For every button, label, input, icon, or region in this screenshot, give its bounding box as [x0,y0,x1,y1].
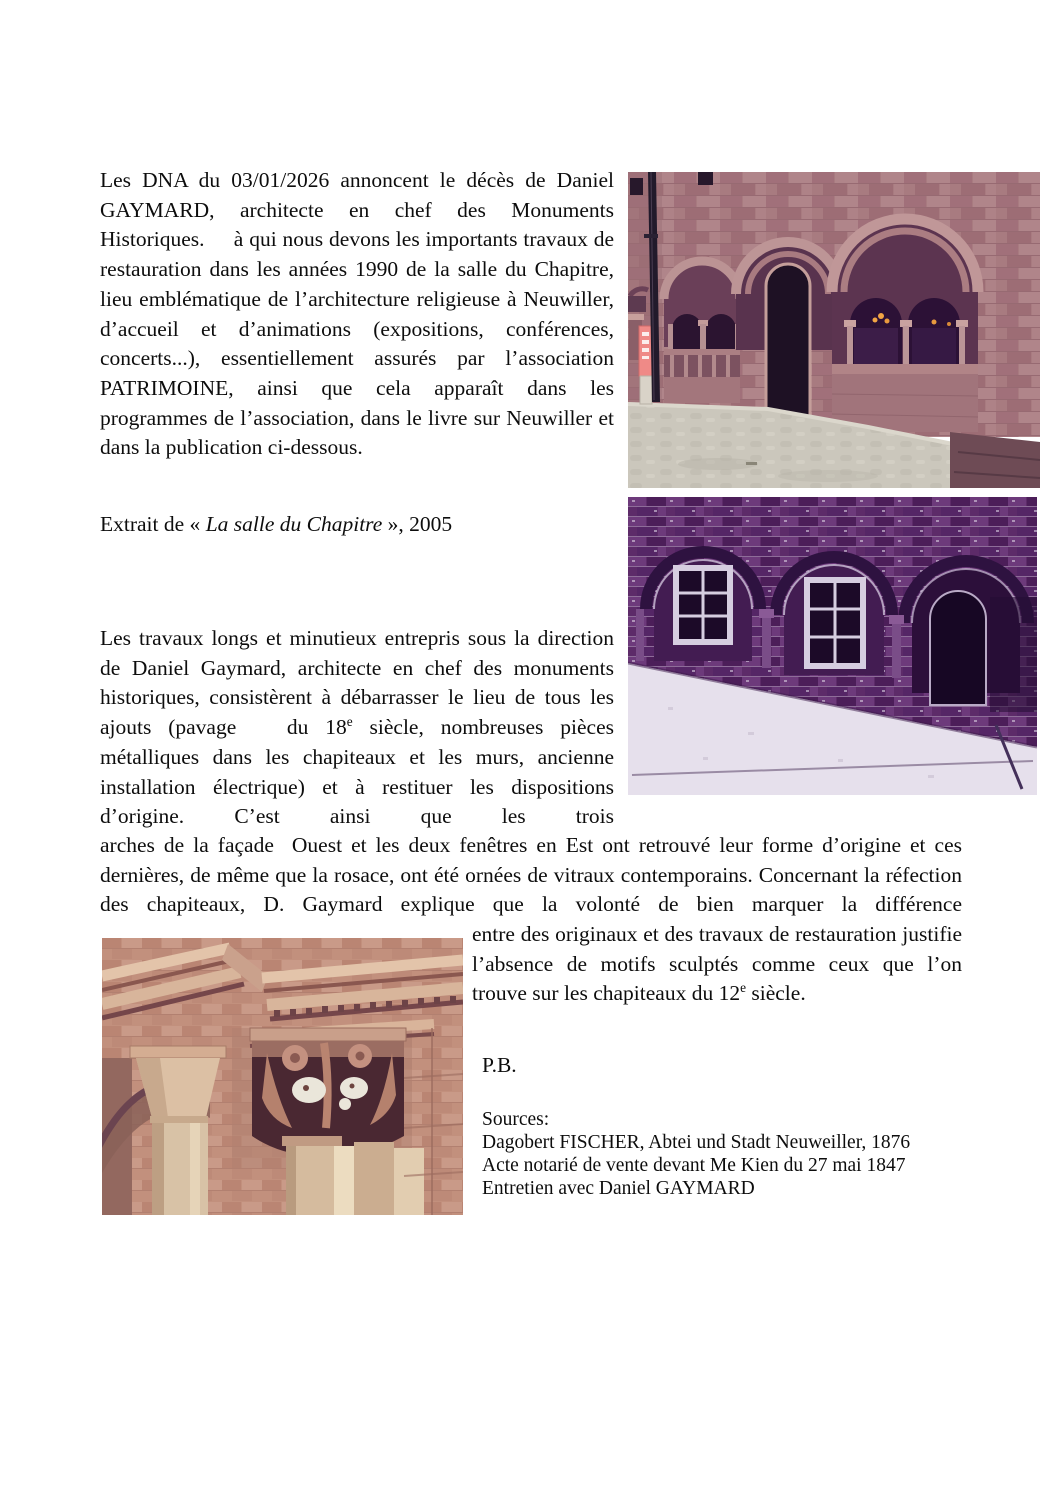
sources-block [482,1108,910,1200]
extract-caption [100,510,452,540]
extract-caption-post: », 2005 [382,512,453,536]
paragraph-obituary-text: Les DNA du 03/01/2026 annoncent le décès de Daniel GAYMARD, architecte en chef des Monuments Historiques. à qui nous devons les importants travaux de restauration dans les années 1990 de la salle du Chapitre, lieu emblématique de l’architecture religieuse à Neuwiller, d’accueil et d’animations (expositions, conférences, concerts...), essentiellement assurés par l’association PATRIMOINE, ainsi que cela apparaît dans les programmes de l’association, dans le livre sur Neuwiller et dans la publication ci-dessous. [100,168,614,460]
source-item: Dagobert FISCHER, Abtei und Stadt Neuweiller, 1876 [482,1132,911,1153]
paragraph-works-column [100,624,614,832]
paragraph-works-wrap [472,920,962,1009]
source-item: Acte notarié de vente devant Me Kien du 27 mai 1847 [482,1155,906,1176]
photo-chapiteaux [102,938,463,1215]
photo-facade-ancienne [628,497,1037,795]
paragraph-works-wide [100,831,962,920]
paragraph-obituary [100,166,614,463]
superscript-18e: e [346,713,353,729]
author-initials: P.B. [482,1053,517,1077]
photo-facade-restauree [628,172,1040,488]
paragraph-works-wide-text: arches de la façade Ouest et les deux fenêtres en Est ont retrouvé leur forme d’origine et ces dernières, de même que la rosace, ont été ornées de vitraux contemporains. Concernant la réfection des chapiteaux, D. Gaymard explique que la volonté de bien marquer la différence [100,833,962,917]
extract-caption-pre: Extrait de « [100,512,206,536]
superscript-12e: e [740,980,746,996]
source-item: Entretien avec Daniel GAYMARD [482,1178,755,1199]
sources-heading: Sources: [482,1109,550,1130]
paragraph-works-post: siècle, nombreuses pièces métalliques dans les chapiteaux et les murs, ancienne installation électrique) et à restituer les dispositions d’origine. C’est ainsi que les trois [100,715,614,829]
extract-caption-title: La salle du Chapitre [205,512,383,536]
paragraph-wrap-pre: entre des originaux et des travaux de restauration justifie l’absence de motifs sculptés comme ceux que l’on trouve sur les chapiteaux du 12 [472,922,962,1006]
paragraph-works-pre: Les travaux longs et minutieux entrepris sous la direction de Daniel Gaymard, architecte en chef des monuments historiques, consistèrent à débarrasser le lieu de tous les ajouts (pavage du 18 [100,626,614,740]
paragraph-wrap-post: siècle. [746,981,806,1006]
